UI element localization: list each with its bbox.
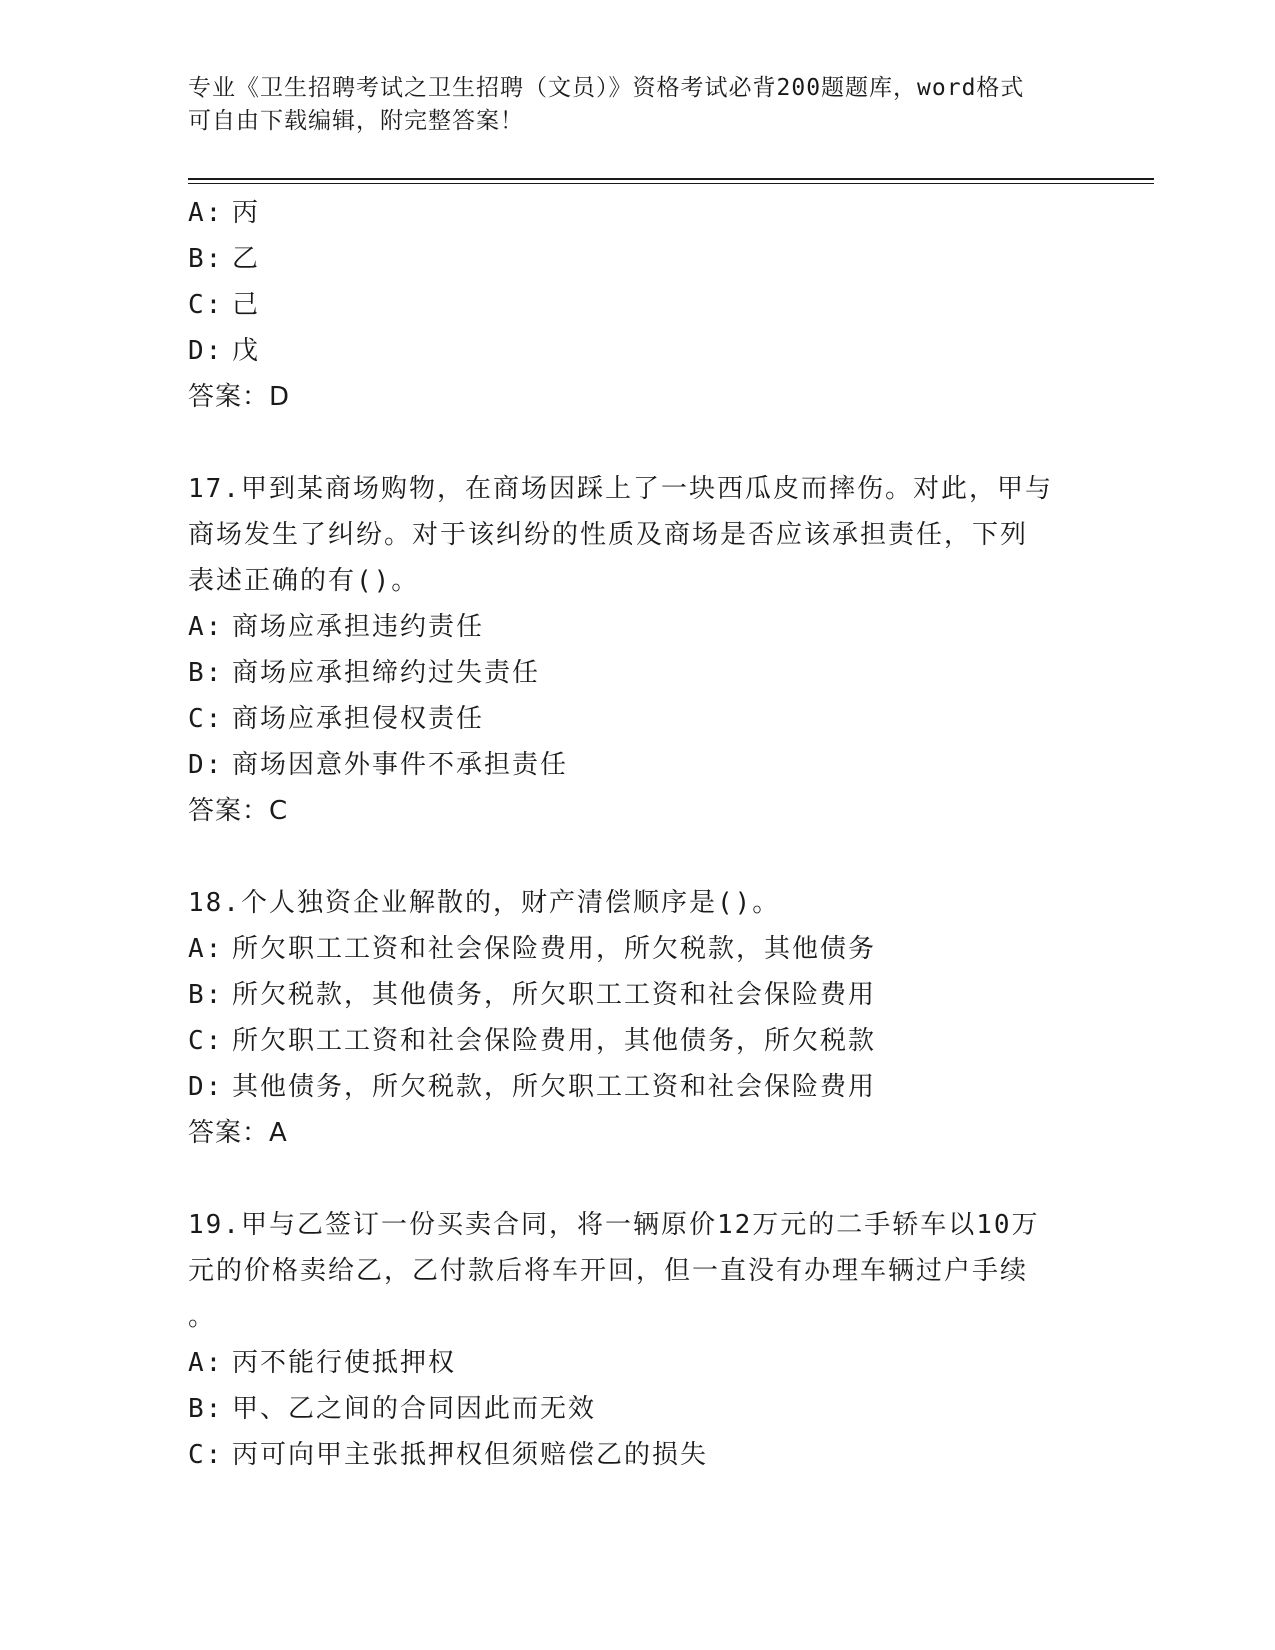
option-c: C: 己: [188, 290, 261, 320]
option-b: B: 商场应承担缔约过失责任: [188, 658, 541, 688]
header-divider-thick: [188, 178, 1154, 180]
question-19: [188, 1202, 1088, 1478]
option-a: A: 所欠职工工资和社会保险费用，所欠税款，其他债务: [188, 934, 877, 964]
question-stem: 商场发生了纠纷。对于该纠纷的性质及商场是否应该承担责任，下列: [188, 520, 1029, 550]
option-d: D: 其他债务，所欠税款，所欠职工工资和社会保险费用: [188, 1072, 877, 1102]
option-c: C: 丙可向甲主张抵押权但须赔偿乙的损失: [188, 1440, 709, 1470]
answer: 答案：D: [188, 382, 291, 412]
question-16: [188, 190, 1088, 420]
question-18: [188, 880, 1088, 1156]
option-b: B: 甲、乙之间的合同因此而无效: [188, 1394, 597, 1424]
document-header: [188, 72, 1088, 138]
spacer: [188, 1156, 1088, 1202]
header-divider-thin: [188, 183, 1154, 184]
option-a: A: 丙: [188, 198, 261, 228]
option-a: A: 丙不能行使抵押权: [188, 1348, 457, 1378]
option-a: A: 商场应承担违约责任: [188, 612, 485, 642]
option-c: C: 商场应承担侵权责任: [188, 704, 485, 734]
question-17: [188, 466, 1088, 834]
answer: 答案：A: [188, 1118, 288, 1148]
option-c: C: 所欠职工工资和社会保险费用，其他债务，所欠税款: [188, 1026, 877, 1056]
option-d: D: 戊: [188, 336, 261, 366]
question-list: [188, 190, 1088, 1478]
answer: 答案：C: [188, 796, 289, 826]
spacer: [188, 834, 1088, 880]
question-stem: 18.个人独资企业解散的，财产清偿顺序是()。: [188, 888, 781, 918]
spacer: [188, 420, 1088, 466]
question-stem: 表述正确的有()。: [188, 566, 420, 596]
question-stem: 。: [188, 1302, 217, 1332]
option-d: D: 商场因意外事件不承担责任: [188, 750, 569, 780]
question-stem: 19.甲与乙签订一份买卖合同，将一辆原价12万元的二手轿车以10万: [188, 1210, 1040, 1240]
question-stem: 元的价格卖给乙，乙付款后将车开回，但一直没有办理车辆过户手续: [188, 1256, 1029, 1286]
header-line-1: 专业《卫生招聘考试之卫生招聘（文员）》资格考试必背200题题库，word格式: [188, 75, 1025, 101]
header-line-2: 可自由下载编辑，附完整答案！: [188, 108, 524, 134]
option-b: B: 所欠税款，其他债务，所欠职工工资和社会保险费用: [188, 980, 877, 1010]
question-stem: 17.甲到某商场购物，在商场因踩上了一块西瓜皮而摔伤。对此，甲与: [188, 474, 1053, 504]
option-b: B: 乙: [188, 244, 261, 274]
